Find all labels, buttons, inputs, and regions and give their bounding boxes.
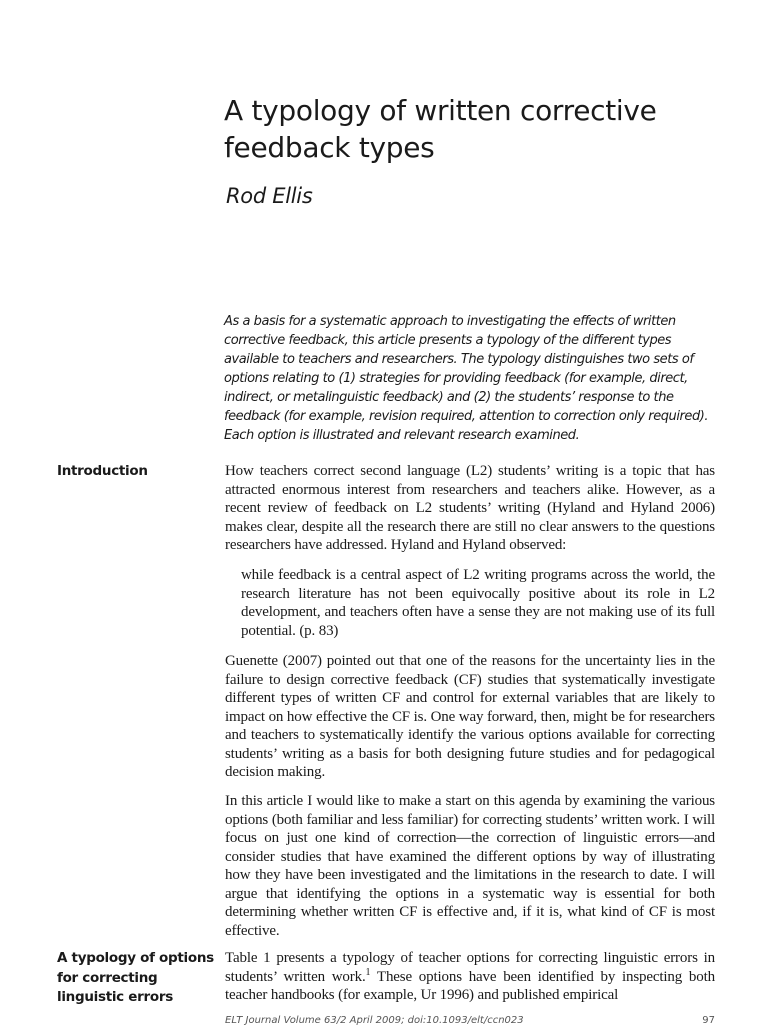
section-heading-typology: A typology of options for correcting linguistic errors <box>57 950 214 1005</box>
journal-citation: ELT Journal Volume 63/2 April 2009; doi:10.1093/elt/ccn023 <box>225 1015 524 1026</box>
article-title: A typology of written corrective feedback types <box>224 94 657 164</box>
typology-paragraph-1 <box>225 949 715 1005</box>
page-footer <box>225 1014 715 1028</box>
typology-text-end: These options have been identified by inspecting both teacher handbooks (for example, Ur 1996) and published empirical <box>225 968 715 1003</box>
block-quote: while feedback is a central aspect of L2 writing programs across the world, the research literature has not been equivocally positive about its role in L2 development, and teachers often have a sense they are not making use of its full potential. (p. 83) <box>241 567 715 639</box>
section-heading-introduction: Introduction <box>57 463 148 479</box>
introduction-paragraph-1: How teachers correct second language (L2) students’ writing is a topic that has attracted enormous interest from researchers and teachers alike. However, as a recent review of feedback on L2 students’ writing (Hyland and Hyland 2006) makes clear, despite all the research there are still no clear answers to the questions researchers have addressed. Hyland and Hyland observed: <box>225 463 715 553</box>
typology-text-start: Table 1 presents a typology of teacher options for correcting linguistic errors in students’ written work. <box>225 950 715 985</box>
article-author: Rod Ellis <box>226 184 313 208</box>
introduction-paragraph-3: In this article I would like to make a start on this agenda by examining the various options (both familiar and less familiar) for correcting students’ written work. I will focus on just one kind of correction—the correction of linguistic errors—and consider studies that have examined the different options by way of illustrating how they have been investigated and the limitations in the research to date. I will argue that identifying the options in a systematic way is essential for both determining whether written CF is effective and, if it is, what kind of CF is most effective. <box>225 793 715 939</box>
article-abstract: As a basis for a systematic approach to investigating the effects of written corrective feedback, this article presents a typology of the different types available to teachers and researchers. The typology distinguishes two sets of options relating to (1) strategies for providing feedback (for example, direct, indirect, or metalinguistic feedback) and (2) the students’ response to the feedback (for example, revision required, attention to correction only required). Each option is illustrated and relevant research examined. <box>224 314 709 443</box>
page-number: 97 <box>702 1015 715 1026</box>
introduction-paragraph-2: Guenette (2007) pointed out that one of the reasons for the uncertainty lies in the failure to design corrective feedback (CF) studies that systematically investigate different types of written CF and control for external variables that are likely to impact on how effective the CF is. One way forward, then, might be for researchers and teachers to systematically identify the various options available for correcting students’ writing as a basis for both designing future studies and for pedagogical decision making. <box>225 653 715 780</box>
footnote-marker[interactable]: 1 <box>365 966 371 978</box>
